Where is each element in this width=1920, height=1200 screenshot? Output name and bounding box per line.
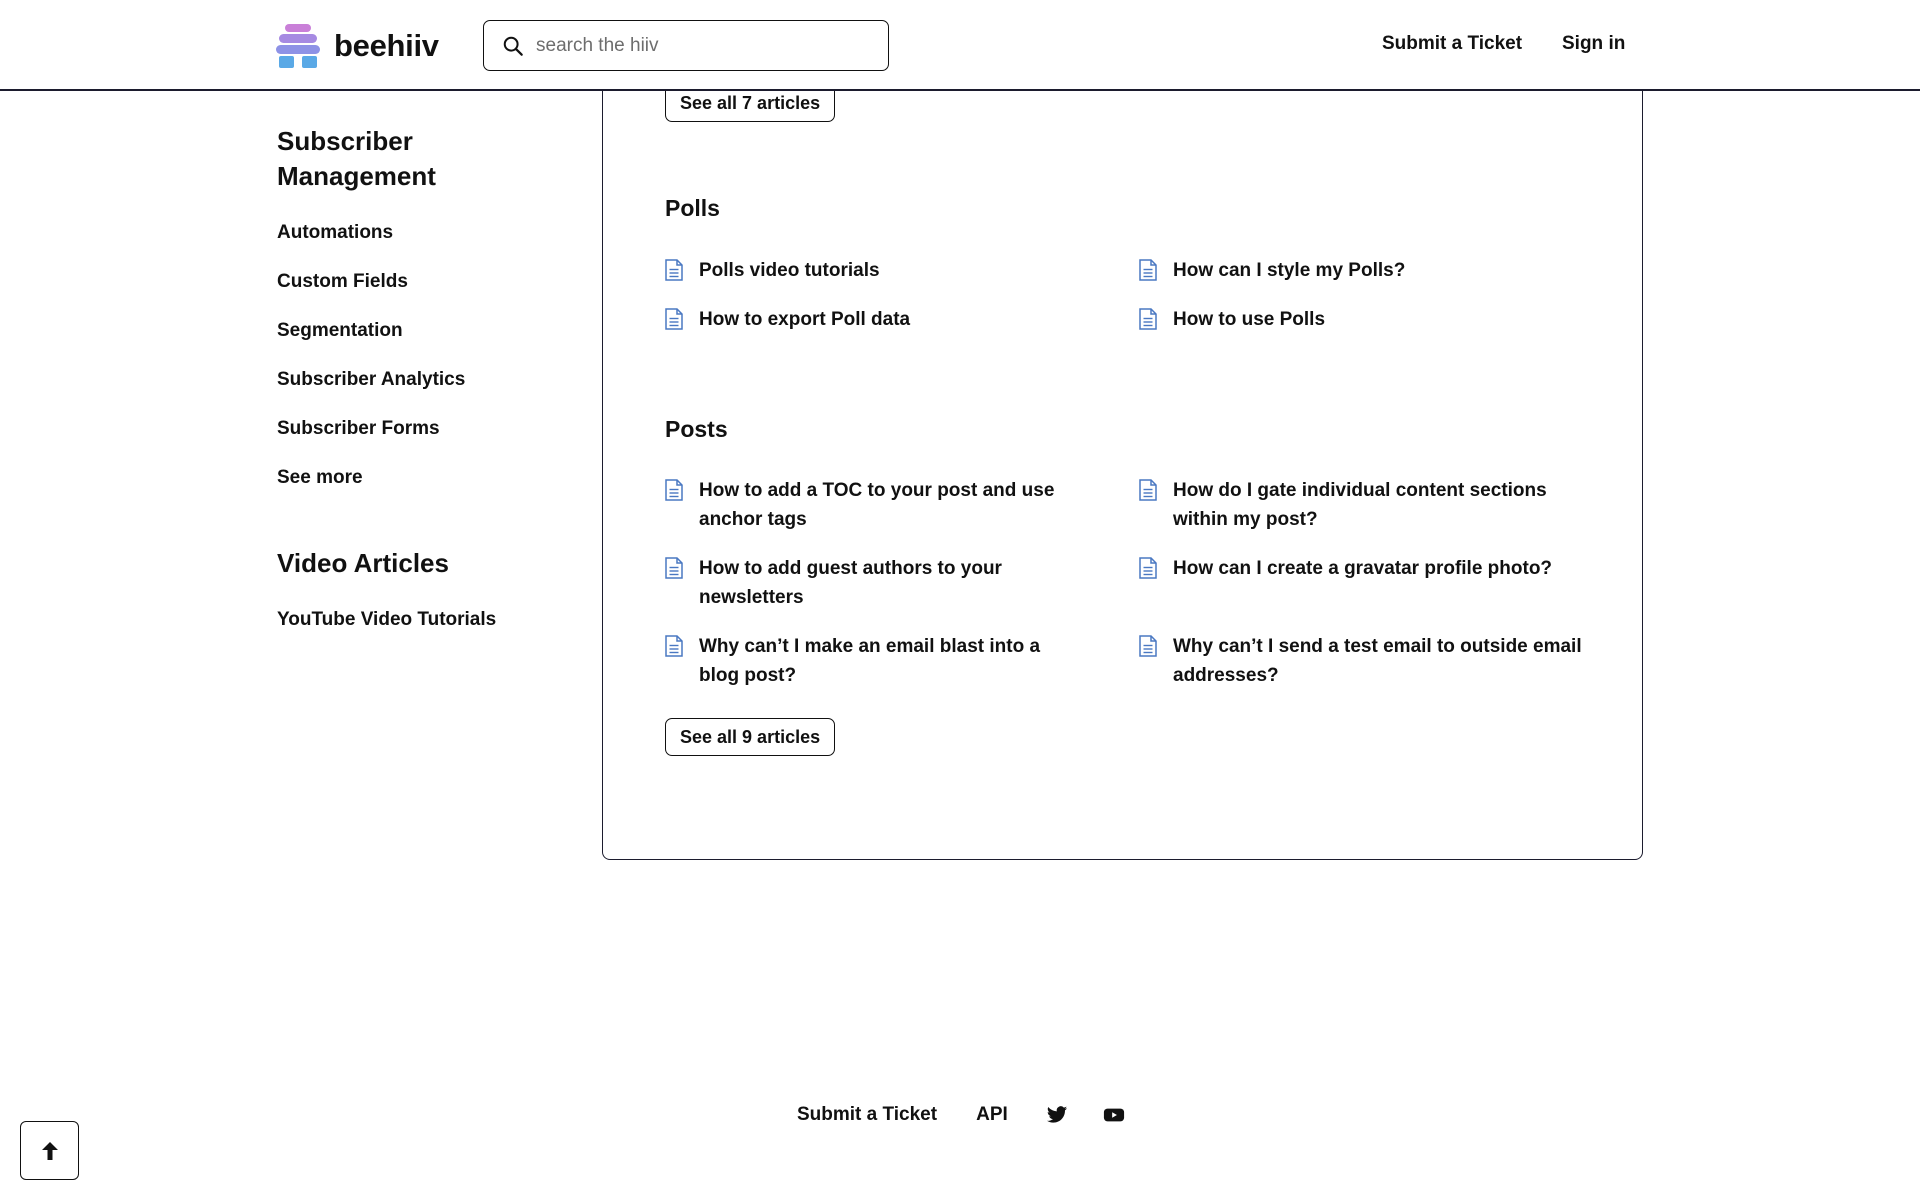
article-link[interactable] <box>665 554 1085 612</box>
sidebar-item-subscriber-analytics[interactable]: Subscriber Analytics <box>277 369 466 390</box>
sidebar-item-custom-fields[interactable]: Custom Fields <box>277 271 408 292</box>
article-link[interactable] <box>1139 554 1589 583</box>
top-header <box>0 0 1920 91</box>
article-title: How to export Poll data <box>699 309 911 330</box>
sidebar-heading-video-articles: Video Articles <box>277 548 449 578</box>
article-title: How to use Polls <box>1173 309 1326 330</box>
section-title-polls: Polls <box>665 195 720 221</box>
document-icon <box>1139 259 1157 281</box>
page-footer <box>797 1100 1125 1130</box>
document-icon <box>665 635 683 657</box>
sign-in-link[interactable]: Sign in <box>1562 33 1626 54</box>
sidebar-item <box>277 218 577 267</box>
sidebar-item <box>277 365 577 414</box>
sidebar-item <box>277 605 577 654</box>
sidebar-item-segmentation[interactable]: Segmentation <box>277 320 403 341</box>
category-sidebar <box>277 124 577 654</box>
article-title: How can I create a gravatar profile photo? <box>1173 558 1553 579</box>
document-icon <box>1139 479 1157 501</box>
sidebar-see-more-link[interactable]: See more <box>277 467 363 488</box>
header-submit-ticket-link[interactable]: Submit a Ticket <box>1382 33 1523 54</box>
document-icon <box>665 479 683 501</box>
article-link[interactable] <box>665 256 1085 285</box>
document-icon <box>1139 308 1157 330</box>
article-link[interactable] <box>1139 256 1589 285</box>
articles-card <box>602 60 1643 860</box>
search-input[interactable] <box>536 35 866 57</box>
article-link[interactable] <box>1139 632 1589 690</box>
footer-submit-ticket-link[interactable]: Submit a Ticket <box>797 1104 938 1125</box>
see-all-7-articles-button[interactable]: See all 7 articles <box>665 84 835 122</box>
sidebar-heading-subscriber-management: Subscriber Management <box>277 126 436 191</box>
document-icon <box>1139 557 1157 579</box>
article-link[interactable] <box>665 632 1085 690</box>
article-title: Why can’t I send a test email to outside email addresses? <box>1173 636 1582 686</box>
article-title: Polls video tutorials <box>699 260 880 281</box>
article-title: How to add guest authors to your newsletters <box>699 558 1002 608</box>
sidebar-item <box>277 463 577 512</box>
section-title-posts: Posts <box>665 416 728 442</box>
search-icon <box>502 35 524 57</box>
search-box[interactable] <box>483 20 889 71</box>
back-to-top-button[interactable] <box>20 1121 79 1180</box>
see-all-9-articles-button[interactable]: See all 9 articles <box>665 718 835 756</box>
article-link[interactable] <box>1139 305 1589 334</box>
sidebar-item <box>277 414 577 463</box>
beehiiv-logo-link[interactable] <box>276 24 439 68</box>
sidebar-item <box>277 267 577 316</box>
sidebar-item-youtube-video-tutorials[interactable]: YouTube Video Tutorials <box>277 609 497 630</box>
article-title: How to add a TOC to your post and use anchor tags <box>699 480 1055 530</box>
sidebar-item <box>277 316 577 365</box>
arrow-up-icon <box>38 1139 62 1163</box>
sidebar-subscriber-list <box>277 218 577 512</box>
article-title: How do I gate individual content sections within my post? <box>1173 480 1547 530</box>
youtube-icon[interactable] <box>1103 1104 1125 1126</box>
beehive-logo-icon <box>276 24 320 68</box>
article-link[interactable] <box>665 305 1085 334</box>
sidebar-item-subscriber-forms[interactable]: Subscriber Forms <box>277 418 440 439</box>
document-icon <box>665 259 683 281</box>
article-link[interactable] <box>1139 476 1589 534</box>
sidebar-item-automations[interactable]: Automations <box>277 222 394 243</box>
document-icon <box>1139 635 1157 657</box>
brand-name: beehiiv <box>334 28 439 63</box>
twitter-icon[interactable] <box>1046 1104 1068 1126</box>
sidebar-video-list <box>277 605 577 654</box>
footer-api-link[interactable]: API <box>976 1104 1008 1125</box>
article-title: Why can’t I make an email blast into a blog post? <box>699 636 1041 686</box>
document-icon <box>665 557 683 579</box>
article-link[interactable] <box>665 476 1085 534</box>
document-icon <box>665 308 683 330</box>
article-title: How can I style my Polls? <box>1173 260 1406 281</box>
